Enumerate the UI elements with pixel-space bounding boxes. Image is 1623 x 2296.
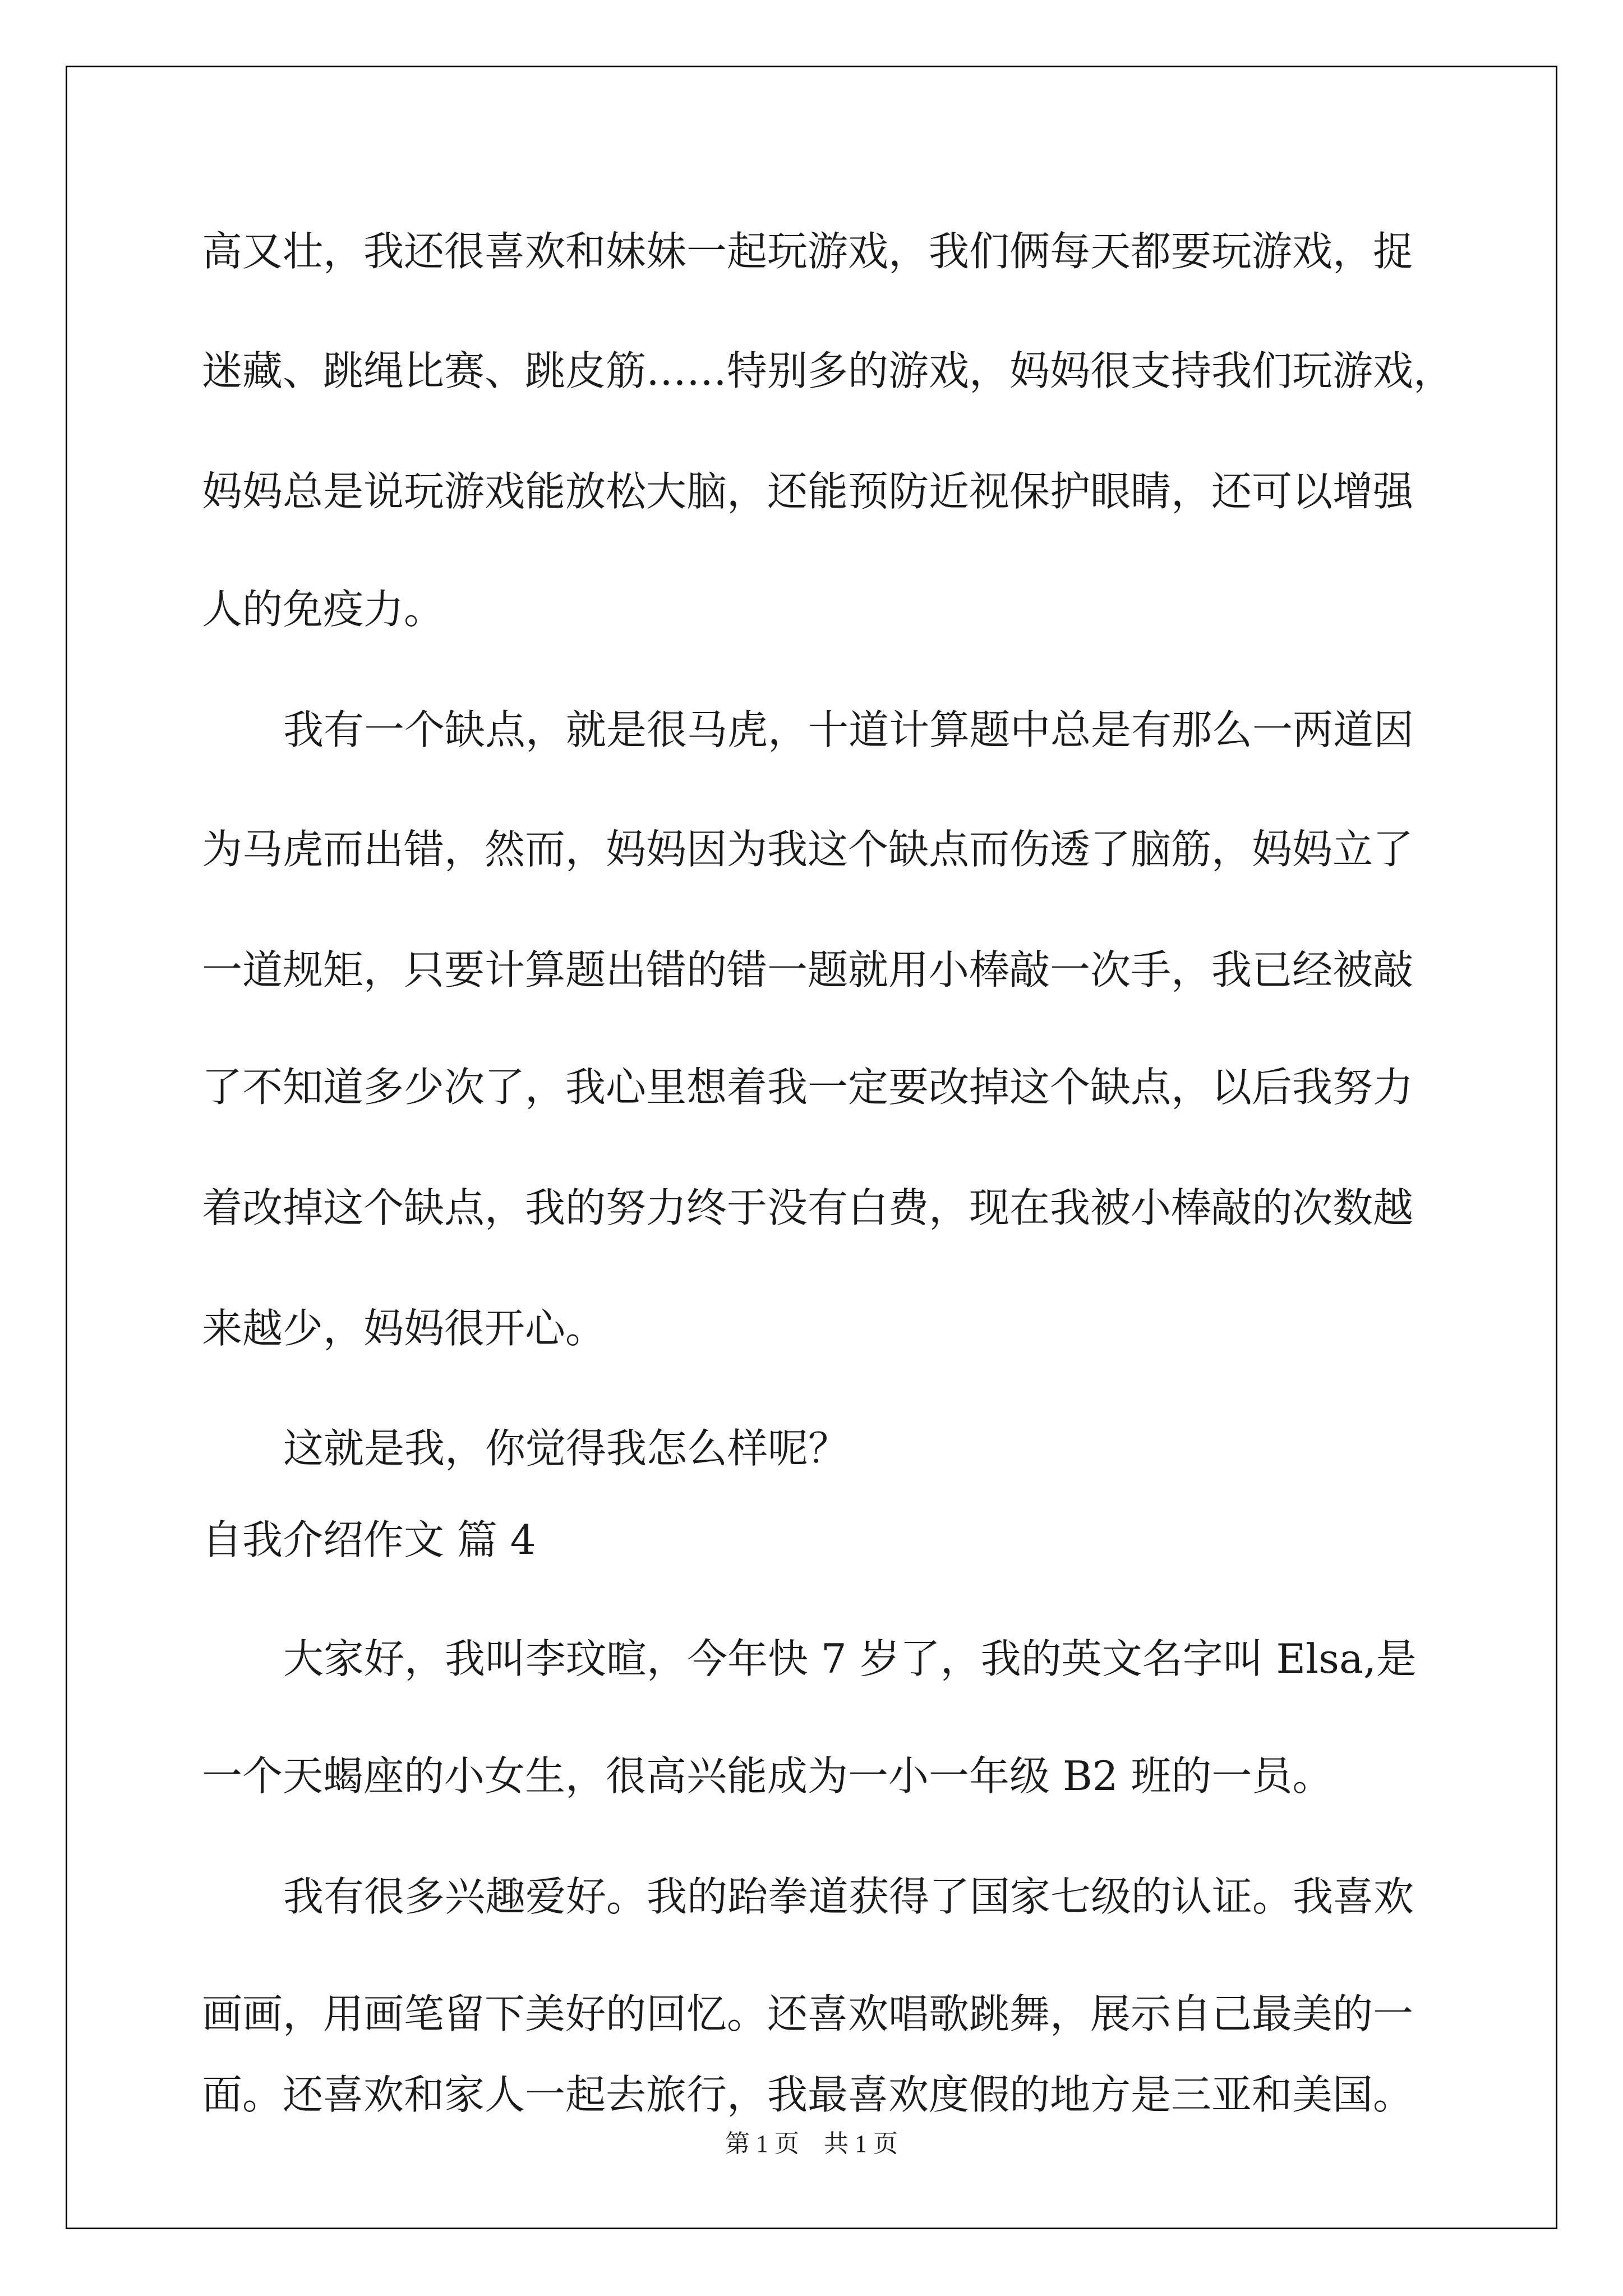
body-line: 人的免疫力。 — [202, 586, 445, 633]
body-line: 为马虎而出错，然而，妈妈因为我这个缺点而伤透了脑筋，妈妈立了 — [202, 826, 1414, 873]
body-line: 一个天蝎座的小女生，很高兴能成为一小一年级 B2 班的一员。 — [202, 1752, 1333, 1800]
body-line: 着改掉这个缺点，我的努力终于没有白费，现在我被小棒敲的次数越 — [202, 1184, 1414, 1231]
body-line: 来越少，妈妈很开心。 — [202, 1305, 606, 1352]
body-line: 了不知道多少次了，我心里想着我一定要改掉这个缺点，以后我努力 — [202, 1064, 1414, 1111]
body-line: 迷藏、跳绳比赛、跳皮筋……特别多的游戏，妈妈很支持我们玩游戏， — [202, 347, 1454, 394]
body-line: 妈妈总是说玩游戏能放松大脑，还能预防近视保护眼睛，还可以增强 — [202, 468, 1414, 515]
body-line: 大家好，我叫李玟暄，今年快 7 岁了，我的英文名字叫 Elsa,是 — [283, 1635, 1417, 1682]
section-heading: 自我介绍作文 篇 4 — [202, 1516, 536, 1563]
body-line: 画画，用画笔留下美好的回忆。还喜欢唱歌跳舞，展示自己最美的一 — [202, 1990, 1414, 2037]
body-line: 面。还喜欢和家人一起去旅行，我最喜欢度假的地方是三亚和美国。 — [202, 2071, 1414, 2118]
body-line: 高又壮，我还很喜欢和妹妹一起玩游戏，我们俩每天都要玩游戏，捉 — [202, 228, 1414, 275]
page-footer: 第 1 页 共 1 页 — [725, 2130, 898, 2157]
body-line: 我有很多兴趣爱好。我的跆拳道获得了国家七级的认证。我喜欢 — [283, 1873, 1414, 1920]
body-line: 这就是我，你觉得我怎么样呢？ — [283, 1425, 849, 1472]
body-line: 一道规矩，只要计算题出错的错一题就用小棒敲一次手，我已经被敲 — [202, 946, 1414, 993]
body-line: 我有一个缺点，就是很马虎，十道计算题中总是有那么一两道因 — [283, 706, 1414, 753]
